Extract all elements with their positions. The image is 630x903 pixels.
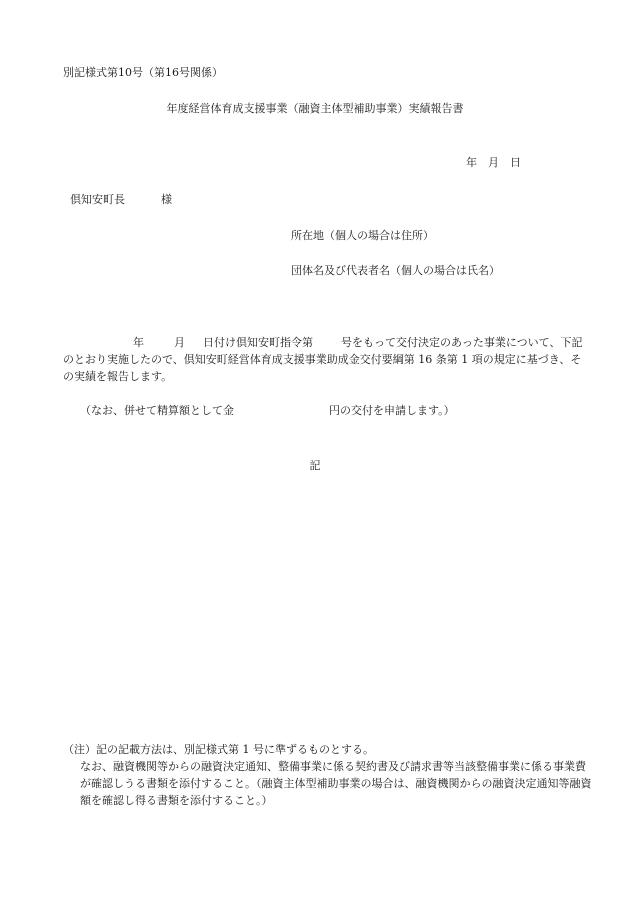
body-paragraph [63,334,583,385]
ki-label: 記 [309,459,321,472]
request-prefix: （なお、併せて精算額として金 [80,404,234,417]
body-year: 年 [133,336,144,349]
date-row [466,156,521,170]
applicant-address-label: 所在地（個人の場合は住所） [291,229,434,242]
date-month-label: 月 [488,156,499,169]
date-day-label: 日 [510,156,521,169]
body-day-text: 日付け倶知安町指令第 [203,336,313,349]
addressee-name: 倶知安町長 [70,193,125,206]
addressee [70,193,172,207]
note-line-1: （注）記の記載方法は、別記様式第 1 号に準ずるものとする。 [63,743,374,756]
body-month: 月 [174,336,185,349]
addressee-honorific: 様 [161,193,172,206]
body-number-text: 号をもって交付決定のあった事業について、 [341,336,561,349]
request-suffix: 円の交付を申請します。） [329,404,455,417]
date-year-label: 年 [466,156,477,169]
body-rest: 下記のとおり実施したので、倶知安町経営体育成支援事業助成金交付要綱第 16 条第 1 項の規定に基づき、その実績を報告します。 [63,336,583,383]
note-line-2: なお、融資機関等からの融資決定通知、整備事業に係る契約書及び請求書等当該整備事業に係る事業費が確認しうる書類を添付すること。（融資主体型補助事業の場合は、融資機関からの融資決定通知等融資額を確認し得る書類を添付すること。） [80,760,592,807]
request-line [80,404,455,418]
document-title: 年度経営体育成支援事業（融資主体型補助事業）実績報告書 [166,102,464,115]
applicant-name-label: 団体名及び代表者名（個人の場合は氏名） [291,264,500,277]
note-block [63,741,593,809]
form-number: 別記様式第10号（第16号関係） [63,66,223,79]
